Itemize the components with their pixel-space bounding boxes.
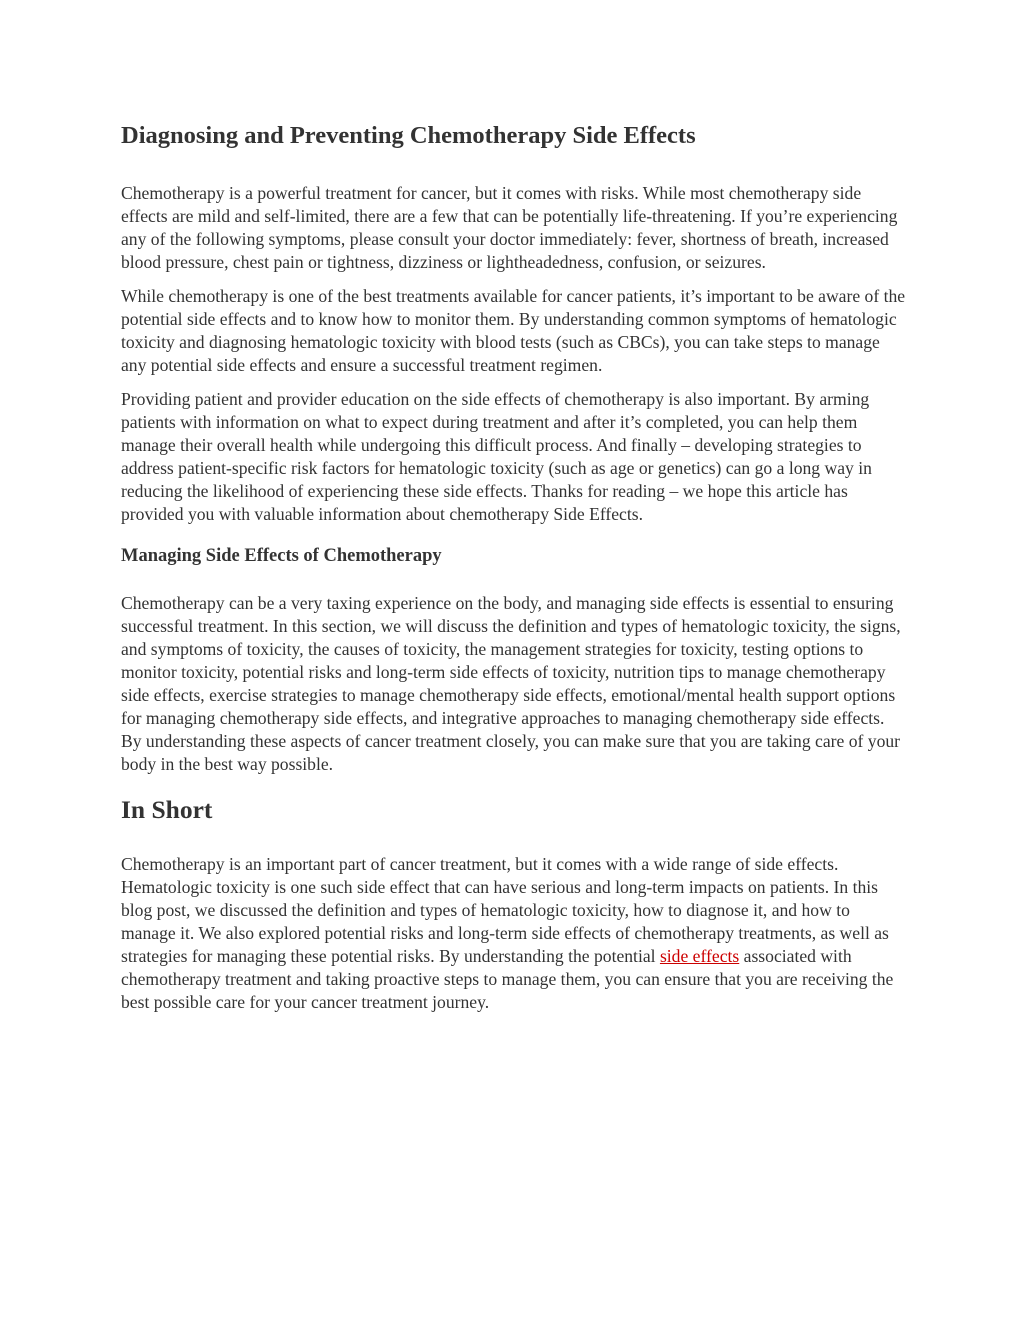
- managing-paragraph: Chemotherapy can be a very taxing experience on the body, and managing side effects is essential to ensuring successful treatment. In this section, we will discuss the definition and types of hematologic toxicity, the signs, and symptoms of toxicity, the causes of toxicity, the management strategies for toxicity, testing options to monitor toxicity, potential risks and long-term side effects of toxicity, nutrition tips to manage chemotherapy side effects, exercise strategies to manage chemotherapy side effects, emotional/mental health support options for managing chemotherapy side effects, and integrative approaches to managing chemotherapy side effects. By understanding these aspects of cancer treatment closely, you can make sure that you are taking care of your body in the best way possible.: [121, 593, 901, 774]
- side-effects-link[interactable]: side effects: [659, 946, 740, 966]
- summary-text-after-link: associated with chemotherapy treatment and taking proactive steps to manage them, you can ensure that you are receiving the best possible care for your cancer treatment journey.: [121, 946, 894, 1012]
- in-short-heading: In Short: [121, 795, 213, 824]
- managing-subheading: Managing Side Effects of Chemotherapy: [121, 546, 442, 566]
- document-page: [121, 118, 906, 1025]
- summary-text-before-link: Chemotherapy is an important part of cancer treatment, but it comes with a wide range of side effects. Hematologic toxicity is one such side effect that can have serious and long-term impacts on patients. In this blog post, we discussed the definition and types of hematologic toxicity, how to diagnose it, and how to manage it. We also explored potential risks and long-term side effects of chemotherapy treatments, as well as strategies for managing these potential risks. By understanding the potential: [121, 854, 889, 966]
- intro-paragraph: Chemotherapy is a powerful treatment for cancer, but it comes with risks. While most chemotherapy side effects are mild and self-limited, there are a few that can be potentially life-threatening. If you’re experiencing any of the following symptoms, please consult your doctor immediately: fever, shortness of breath, increased blood pressure, chest pain or tightness, dizziness or lightheadedness, confusion, or seizures.: [121, 183, 898, 272]
- monitoring-paragraph: While chemotherapy is one of the best treatments available for cancer patients, it’s important to be aware of the potential side effects and to know how to monitor them. By understanding common symptoms of hematologic toxicity and diagnosing hematologic toxicity with blood tests (such as CBCs), you can take steps to manage any potential side effects and ensure a successful treatment regimen.: [121, 286, 906, 375]
- summary-paragraph: [121, 853, 906, 1014]
- page-title: Diagnosing and Preventing Chemotherapy Side Effects: [121, 122, 696, 149]
- education-paragraph: Providing patient and provider education on the side effects of chemotherapy is also important. By arming patients with information on what to expect during treatment and after it’s completed, you can help them manage their overall health while undergoing this difficult process. And finally – developing strategies to address patient-specific risk factors for hematologic toxicity (such as age or genetics) can go a long way in reducing the likelihood of experiencing these side effects. Thanks for reading – we hope this article has provided you with valuable information about chemotherapy Side Effects.: [121, 389, 872, 524]
